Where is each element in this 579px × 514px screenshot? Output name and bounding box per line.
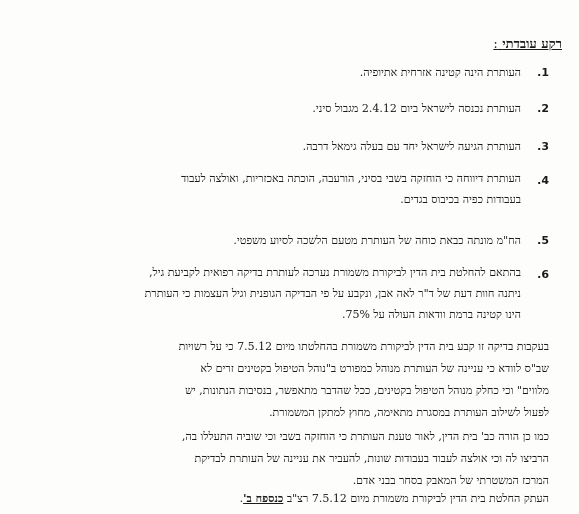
item-number: 4.: [537, 174, 549, 187]
paragraph-line: מלווים" וכי כחלק מנוהל הטיפול בקטינים, ככל שהדבר מתאפשר, בנסיבות הנתונות, יש: [185, 384, 549, 397]
paragraph-line: כמו כן הורה כב' בית הדין, לאור טענת העותרת כי הוחזקה בשבי וכי שוביה התעללו בה,: [181, 430, 549, 443]
item-line: העותרת דיווחה כי הוחזקה בשבי בסיני, הורעבה, הוכתה באכזריות, ואולצה לעבוד: [180, 172, 521, 185]
item-line: העותרת הינה קטינה אזרחית אתיופיה.: [359, 66, 521, 79]
item-line: בעבודות כפיה בכיבוס בגדים.: [400, 193, 521, 206]
paragraph-line: לפעול לשילוב העותרת במסגרת מתאימה, מחוץ למתקן המשמורת.: [269, 406, 549, 419]
heading-colon: :: [493, 37, 498, 52]
item-line: הח"מ מונתה כבאת כוחה של העותרת מטעם הלשכה לסיוע משפטי.: [233, 234, 521, 247]
item-line: העותרת נכנסה לישראל ביום 2.4.12 מגבול סיני.: [312, 102, 521, 115]
reference-text: העתק החלטת בית הדין לביקורת משמורת מיום 7.5.12 רצ"ב: [286, 492, 549, 505]
section-heading: [493, 36, 562, 52]
heading-text: רקע עובדתי: [502, 37, 562, 52]
item-line: הינו קטינה ברמת וודאות העולה על 75%.: [341, 308, 521, 321]
item-number: 2.: [537, 102, 549, 115]
item-number: 5.: [537, 234, 549, 247]
attachment-reference: [16, 488, 549, 510]
item-line: ניתנה חוות דעת של ד"ר לאה אבן, ונקבע על פי הבדיקה הגופנית וגיל העצמות כי העותרת: [144, 287, 521, 300]
item-line: בהתאם להחלטת בית הדין לביקורת משמורת נערכה לעותרת בדיקה רפואית לקביעת גיל,: [149, 266, 521, 279]
paragraph-line: הרביצו לה וכי אולצה לעבוד בעבודות שונות, להעביר את עניינה של העותרת לבדיקת: [194, 452, 549, 465]
item-number: 1.: [537, 66, 549, 79]
item-line: העותרת הגיעה לישראל יחד עם בעלה גימאל דרבה.: [302, 140, 521, 153]
reference-end: .: [239, 492, 244, 505]
item-number: 6.: [537, 268, 549, 281]
paragraph-line: המרכז המשטרתי של המאבק בסחר בבני אדם.: [352, 474, 549, 487]
body-paragraph: [16, 336, 549, 424]
appendix-reference: כנספח ב': [243, 492, 284, 505]
body-paragraph: [16, 426, 549, 492]
item-number: 3.: [537, 140, 549, 153]
paragraph-line: שב"ס לוודא כי עניינה של העותרת מנוהל כמפורט ב"נוהל הטיפול בקטינים זרים לא: [200, 362, 549, 375]
paragraph-line: בעקבות בדיקה זו קבע בית הדין לביקורת משמורת בהחלטתו מיום 7.5.12 כי על רשויות: [178, 340, 549, 353]
